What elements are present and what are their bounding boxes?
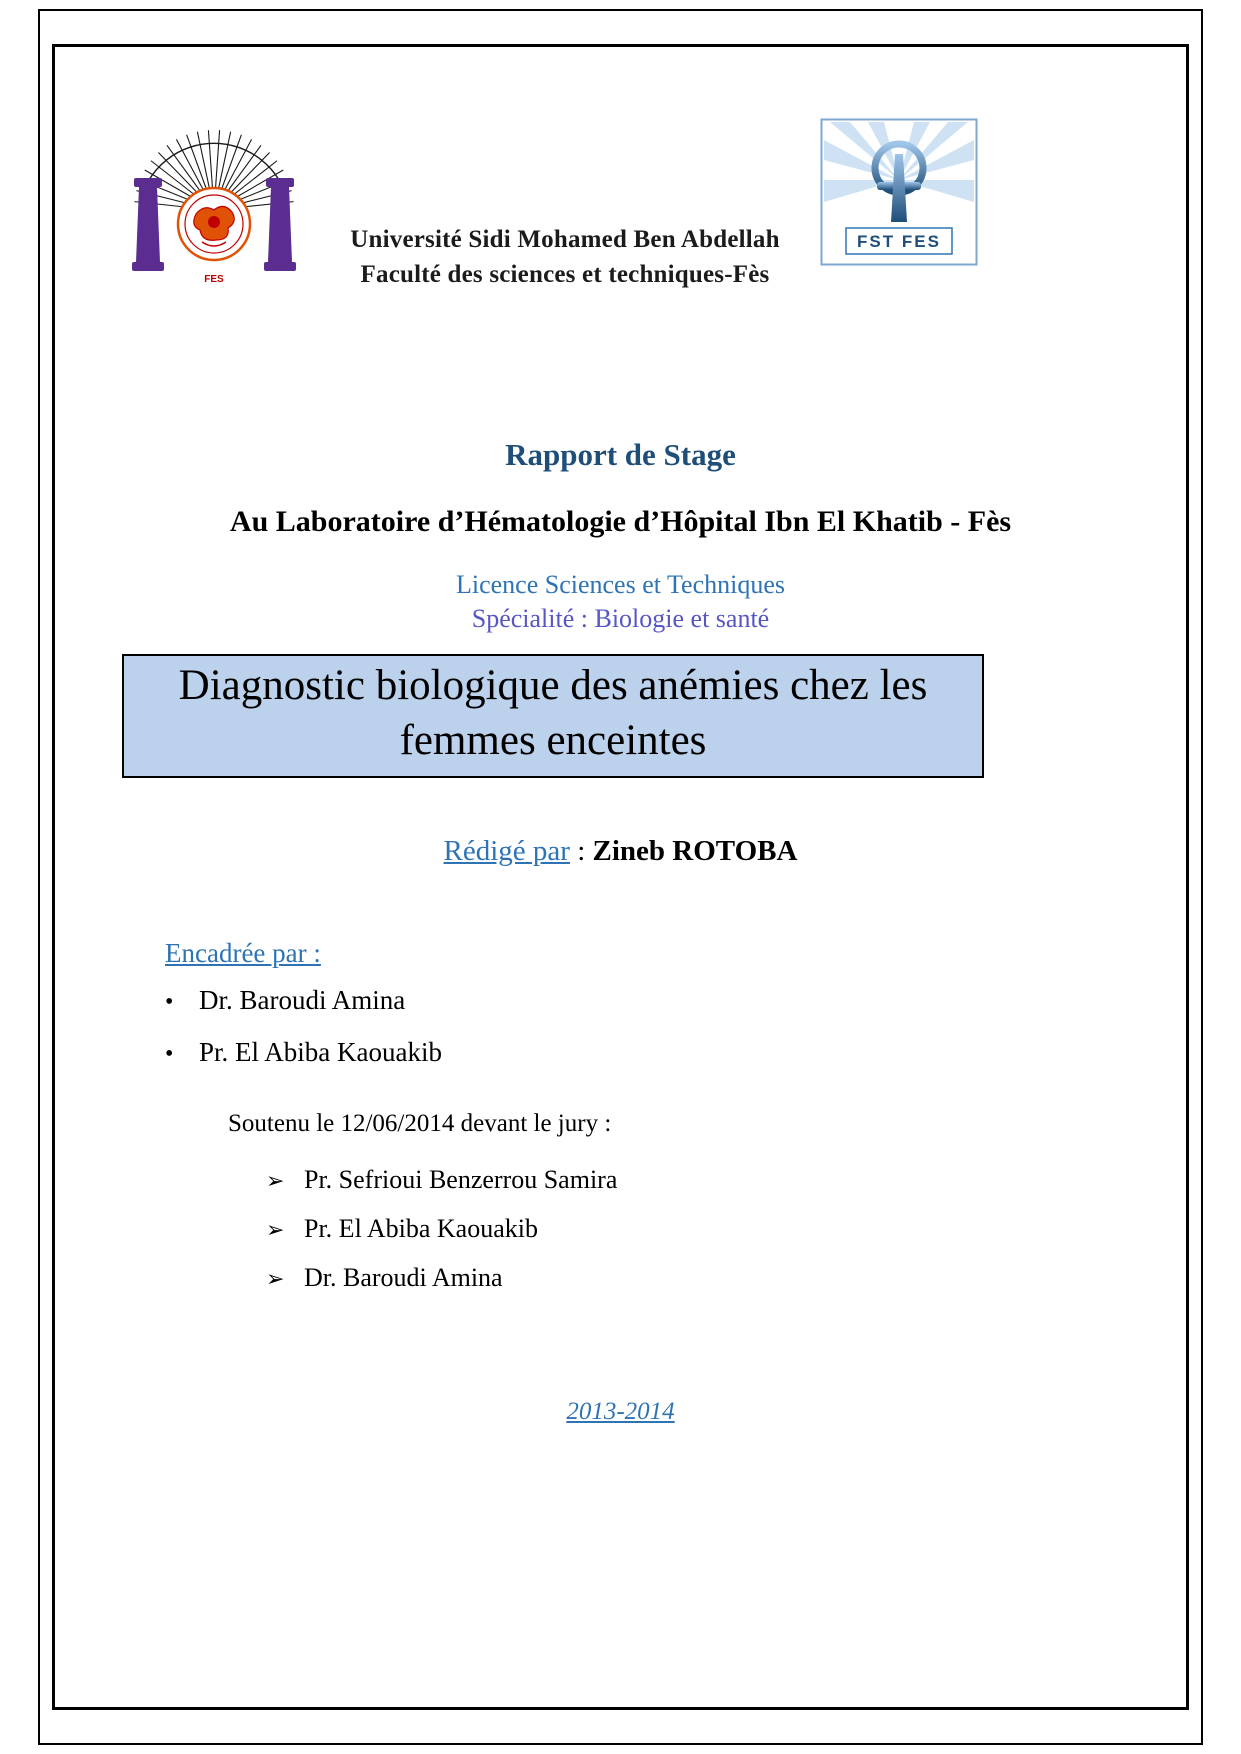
fst-fes-logo-text: FST FES [857,232,941,251]
supervisor-name: Pr. El Abiba Kaouakib [199,1037,442,1067]
degree-line: Licence Sciences et Techniques [455,570,786,599]
supervisors-list [165,985,442,1089]
arrow-bullet-icon: ➢ [266,1266,285,1291]
written-by-label: Rédigé par [443,835,570,867]
jury-member-name: Pr. Sefrioui Benzerrou Samira [304,1165,618,1194]
arrow-bullet-icon: ➢ [266,1217,285,1242]
list-item [266,1214,617,1244]
author-name: Zineb ROTOBA [592,835,798,867]
arrow-bullet-icon: ➢ [266,1168,285,1193]
supervised-by-label: Encadrée par : [165,938,321,968]
seal-caption: FES [204,274,224,285]
lab-line: Au Laboratoire d’Hématologie d’Hôpital Ibn El Khatib - Fès [229,505,1012,538]
page-border-inner [52,44,1189,1710]
written-by-line [0,835,1241,868]
report-type-title: Rapport de Stage [505,437,736,472]
academic-year: 2013-2014 [566,1398,675,1425]
university-seal-logo [126,122,302,290]
list-item [165,985,442,1016]
written-by-separator: : [569,835,593,867]
report-title-box [122,654,984,778]
report-title: Diagnostic biologique des anémies chez les femmes enceintes [178,662,928,764]
university-header [310,222,820,292]
jury-member-name: Pr. El Abiba Kaouakib [304,1214,538,1243]
list-item [165,1037,442,1068]
bullet-icon: • [165,989,174,1015]
jury-member-name: Dr. Baroudi Amina [304,1263,503,1292]
list-item [266,1263,617,1293]
university-seal-icon [126,122,302,290]
defense-line: Soutenu le 12/06/2014 devant le jury : [228,1110,612,1137]
supervisor-name: Dr. Baroudi Amina [199,985,406,1015]
faculty-name: Faculté des sciences et techniques-Fès [360,261,770,288]
jury-list [266,1165,617,1312]
fst-fes-logo [820,118,978,266]
bullet-icon: • [165,1041,174,1067]
university-name: Université Sidi Mohamed Ben Abdellah [350,226,780,253]
specialty-line: Spécialité : Biologie et santé [471,604,770,633]
list-item [266,1165,617,1195]
fst-fes-icon [820,118,978,266]
